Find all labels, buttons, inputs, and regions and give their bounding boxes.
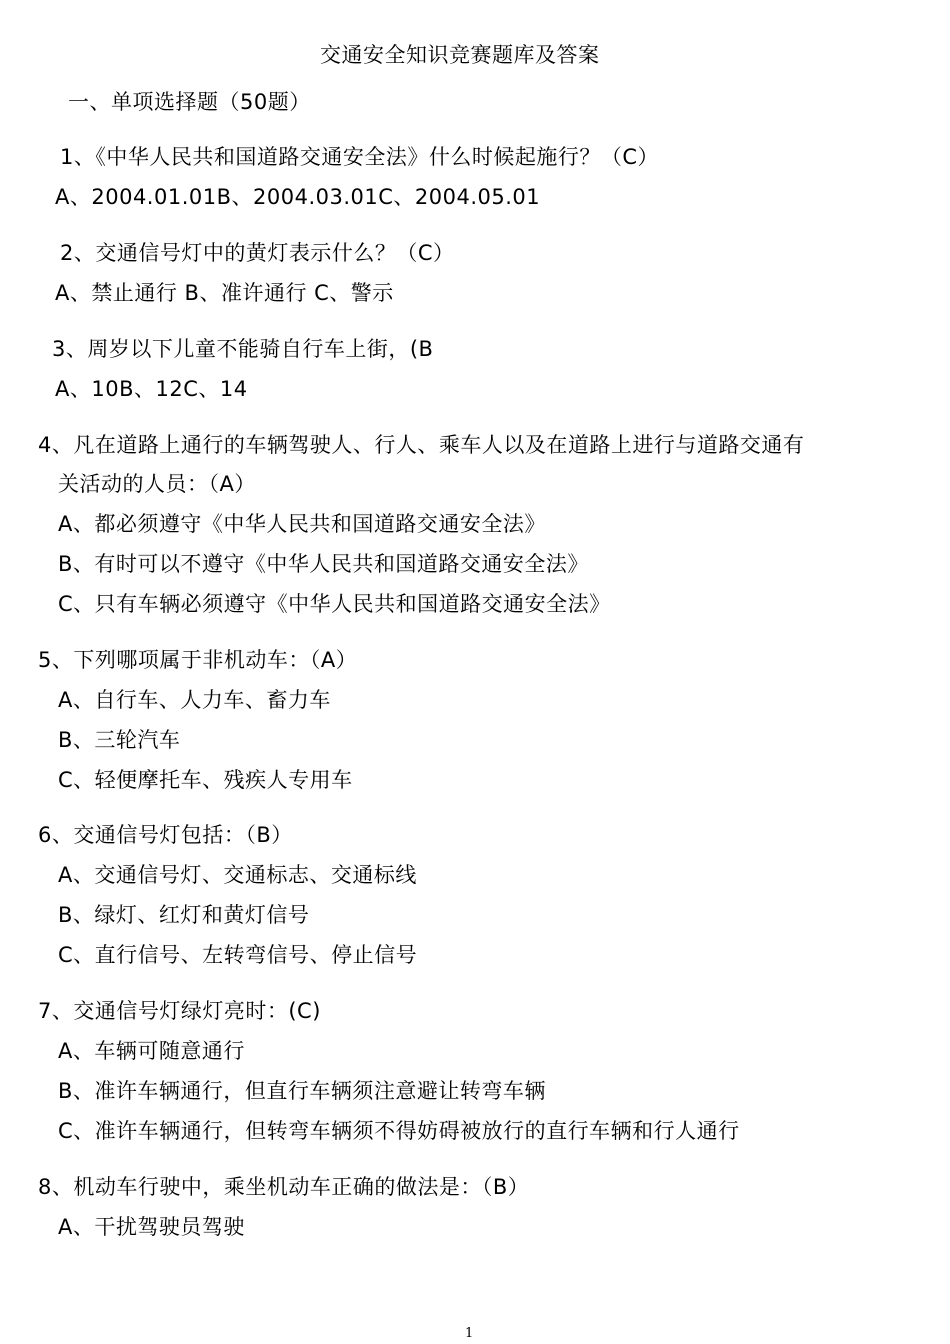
question-5-option-a: A、自行车、人力车、畜力车 [58,688,331,712]
section-heading: 一、单项选择题（50题） [68,90,311,114]
question-1-text: 1、《中华人民共和国道路交通安全法》什么时候起施行？（C） [60,145,660,169]
question-7-option-b: B、准许车辆通行，但直行车辆须注意避让转弯车辆 [58,1079,546,1103]
question-1-options: A、2004.01.01B、2004.03.01C、2004.05.01 [55,185,541,209]
page-number: 1 [465,1326,474,1341]
question-4-option-c: C、只有车辆必须遵守《中华人民共和国道路交通安全法》 [58,592,611,616]
question-4-option-a: A、都必须遵守《中华人民共和国道路交通安全法》 [58,512,546,536]
question-6-text: 6、交通信号灯包括：（B） [38,823,293,847]
question-3-text: 3、周岁以下儿童不能骑自行车上街，(B [52,337,434,361]
question-5-text: 5、下列哪项属于非机动车：（A） [38,648,358,672]
question-8-text: 8、机动车行驶中，乘坐机动车正确的做法是：（B） [38,1175,530,1199]
question-2-text: 2、交通信号灯中的黄灯表示什么？（C） [60,241,455,265]
question-5-option-b: B、三轮汽车 [58,728,181,752]
question-8-option-a: A、干扰驾驶员驾驶 [58,1215,245,1239]
question-7-option-a: A、车辆可随意通行 [58,1039,245,1063]
document-title: 交通安全知识竞赛题库及答案 [320,43,600,67]
question-4-text-line-2: 关活动的人员：（A） [58,472,256,496]
question-5-option-c: C、轻便摩托车、残疾人专用车 [58,768,353,792]
question-4-option-b: B、有时可以不遵守《中华人民共和国道路交通安全法》 [58,552,589,576]
question-3-options: A、10B、12C、14 [55,377,248,401]
question-7-option-c: C、准许车辆通行，但转弯车辆须不得妨碍被放行的直行车辆和行人通行 [58,1119,740,1143]
question-6-option-a: A、交通信号灯、交通标志、交通标线 [58,863,417,887]
question-6-option-c: C、直行信号、左转弯信号、停止信号 [58,943,418,967]
question-7-text: 7、交通信号灯绿灯亮时：(C) [38,999,321,1023]
question-4-text-line-1: 4、凡在道路上通行的车辆驾驶人、行人、乘车人以及在道路上进行与道路交通有 [38,433,805,457]
question-6-option-b: B、绿灯、红灯和黄灯信号 [58,903,310,927]
question-2-options: A、禁止通行 B、准许通行 C、警示 [55,281,394,305]
